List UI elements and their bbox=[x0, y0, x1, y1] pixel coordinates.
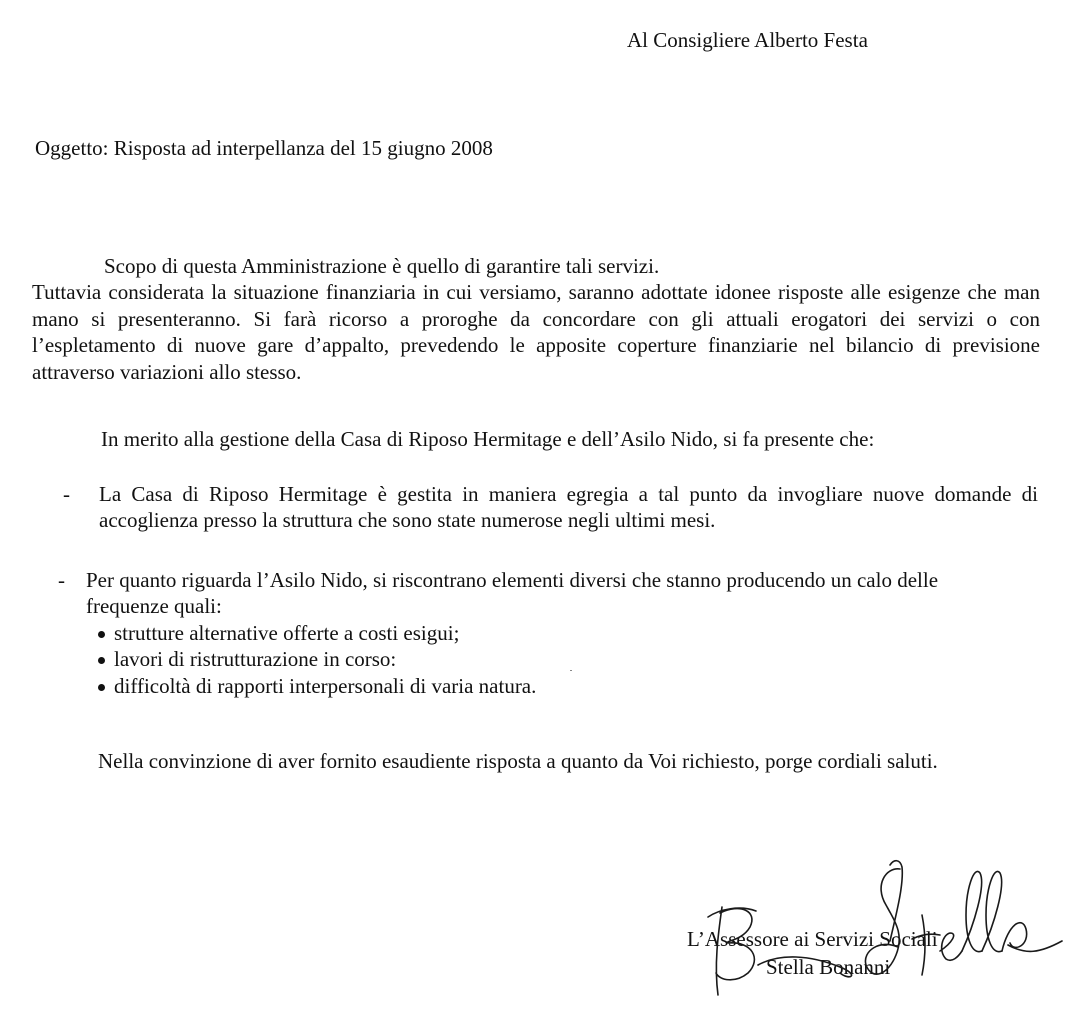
paragraph-intro bbox=[32, 253, 1040, 385]
reason-item: difficoltà di rapporti interpersonali di varia natura. bbox=[98, 673, 1011, 699]
reason-item: lavori di ristrutturazione in corso: bbox=[98, 646, 1011, 672]
list-item-text: Per quanto riguarda l’Asilo Nido, si riscontrano elementi diversi che stanno producendo un calo delle frequenze quali: bbox=[86, 568, 939, 619]
list-item-asilo-nido bbox=[58, 567, 1011, 699]
paragraph-intro-first-line: Scopo di questa Amministrazione è quello di garantire tali servizi. bbox=[104, 254, 660, 278]
reasons-list bbox=[86, 620, 1011, 699]
closing-paragraph: Nella convinzione di aver fornito esaudiente risposta a quanto da Voi richiesto, porge cordiali saluti. bbox=[98, 749, 938, 773]
signatory-role: L’Assessore ai Servizi Sociali bbox=[687, 927, 938, 951]
scan-speck bbox=[570, 670, 572, 671]
subject-line: Oggetto: Risposta ad interpellanza del 15 giugno 2008 bbox=[35, 136, 493, 160]
addressee: Al Consigliere Alberto Festa bbox=[627, 28, 868, 52]
paragraph-management: In merito alla gestione della Casa di Riposo Hermitage e dell’Asilo Nido, si fa presente che: bbox=[101, 427, 875, 451]
signatory-name: Stella Bonanni bbox=[766, 955, 891, 979]
list-item-hermitage bbox=[63, 481, 1038, 534]
list-dash: - bbox=[58, 568, 65, 592]
list-dash: - bbox=[63, 482, 70, 506]
paragraph-intro-body: Tuttavia considerata la situazione finanziaria in cui versiamo, saranno adottate idonee risposte alle esigenze che man mano si presenteranno. Si farà ricorso a proroghe da concordare con gli attuali erogatori dei servizi o con l’espletamento di nuove gare d’appalto, prevedendo le apposite coperture finanziarie nel bilancio di previsione attraverso variazioni allo stesso. bbox=[32, 280, 1040, 384]
list-item-text: La Casa di Riposo Hermitage è gestita in maniera egregia a tal punto da invogliare nuove domande di accoglienza presso la struttura che sono state numerose negli ultimi mesi. bbox=[99, 482, 1038, 533]
handwritten-signature bbox=[690, 855, 1065, 1000]
reason-item: strutture alternative offerte a costi esigui; bbox=[98, 620, 1011, 646]
